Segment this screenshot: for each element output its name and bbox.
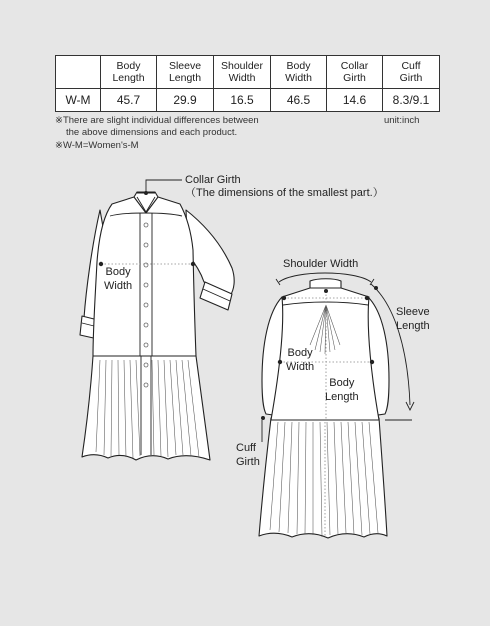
table-header-cell: Collar Girth — [327, 56, 383, 89]
front-body-width-label: Body Width — [104, 266, 133, 292]
unit-note: unit:inch — [384, 115, 420, 126]
table-cell: 14.6 — [327, 89, 383, 112]
note-line-2: the above dimensions and each product. — [66, 127, 238, 138]
sleeve-length-label: Sleeve Length — [396, 306, 430, 332]
table-cell: 16.5 — [214, 89, 271, 112]
table-cell: 45.7 — [101, 89, 157, 112]
table-cell: 29.9 — [157, 89, 214, 112]
table-cell: W-M — [56, 89, 101, 112]
table-cell: 8.3/9.1 — [383, 89, 440, 112]
note-line-1: ※There are slight individual differences between — [55, 115, 259, 126]
back-body-length-label: Body Length — [325, 377, 359, 403]
shoulder-width-label: Shoulder Width — [283, 258, 359, 270]
table-cell: 46.5 — [271, 89, 327, 112]
collar-girth-label: Collar Girth — [185, 174, 241, 186]
back-view — [259, 273, 414, 538]
table-header-cell: Body Length — [101, 56, 157, 89]
back-body-width-label: Body Width — [286, 347, 315, 373]
cuff-girth-label: Cuff Girth — [236, 442, 260, 468]
table-header-cell: Cuff Girth — [383, 56, 440, 89]
front-view — [80, 180, 234, 460]
table-header-cell: Shoulder Width — [214, 56, 271, 89]
table-header-cell: Body Width — [271, 56, 327, 89]
table-header-cell: Sleeve Length — [157, 56, 214, 89]
collar-girth-note: （The dimensions of the smallest part.） — [185, 187, 384, 199]
note-line-3: ※W-M=Women's-M — [55, 140, 139, 151]
